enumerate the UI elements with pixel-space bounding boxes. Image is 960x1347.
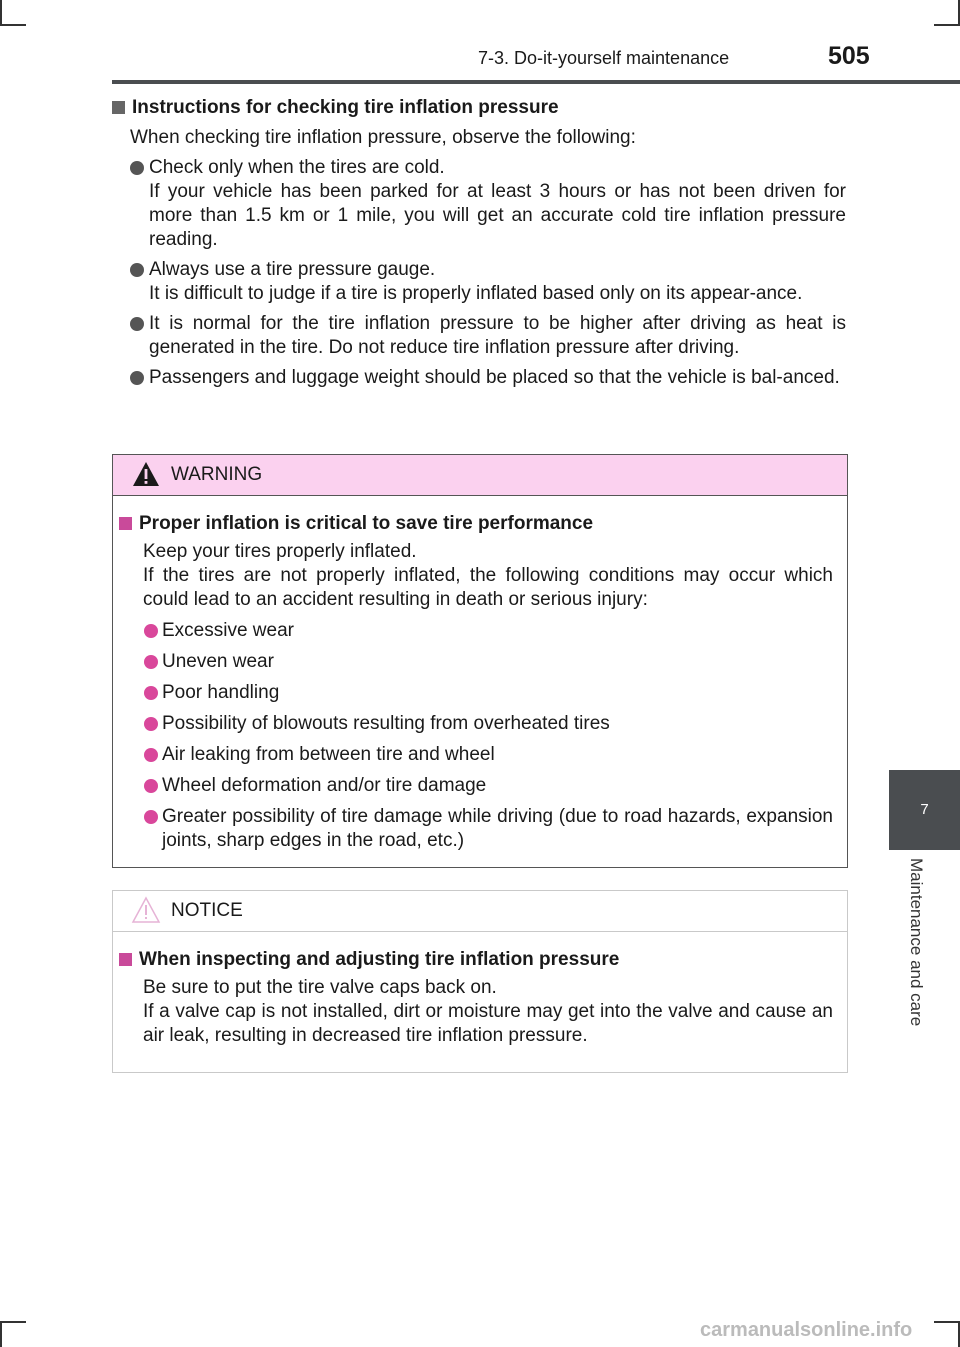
list-item: Check only when the tires are cold. If your vehicle has been parked for at least 3 hours or has not been driven for more than 1.5 km or 1 mile, you will get an accurate cold tire inflation pressure reading. [112,156,846,252]
list-item: Excessive wear [119,619,833,643]
list-item: Possibility of blowouts resulting from overheated tires [119,712,833,736]
warning-intro: Keep your tires properly inflated. If the tires are not properly inflated, the following conditions may occur which could lead to an accident resulting in death or serious injury: [143,541,833,610]
notice-header [113,891,847,932]
list-item: Uneven wear [119,650,833,674]
notice-title: NOTICE [171,900,243,921]
warning-heading: Proper inflation is critical to save tire performance [119,512,833,536]
bullet-dot-icon [130,317,144,331]
crop-mark [0,1321,26,1323]
list-item: Passengers and luggage weight should be placed so that the vehicle is bal-anced. [112,366,846,390]
watermark: carmanualsonline.info [700,1319,913,1341]
notice-box [112,890,848,1073]
bullet-dot-icon [144,717,158,731]
header-rule [112,80,960,84]
crop-mark [0,0,2,26]
warning-header [113,455,847,496]
list-item: It is normal for the tire inflation pressure to be higher after driving as heat is generated in the tire. Do not reduce tire inflation pressure after driving. [112,312,846,360]
warning-triangle-icon [131,460,161,488]
notice-heading: When inspecting and adjusting tire inflation pressure [119,948,833,972]
chapter-title: Maintenance and care [907,858,926,1027]
section-title: 7-3. Do-it-yourself maintenance [478,48,730,68]
bullet-dot-icon [144,779,158,793]
bullet-dot-icon [144,686,158,700]
list-item: Poor handling [119,681,833,705]
crop-mark [934,24,960,26]
chapter-tab: 7 [889,770,960,850]
caution-triangle-icon [131,896,161,924]
square-bullet-icon [119,953,132,966]
bullet-dot-icon [130,371,144,385]
bullet-dot-icon [130,263,144,277]
warning-box [112,454,848,868]
bullet-dot-icon [130,161,144,175]
bullet-dot-icon [144,748,158,762]
instructions-heading: Instructions for checking tire inflation pressure [112,96,846,120]
warning-title: WARNING [171,464,263,485]
bullet-dot-icon [144,624,158,638]
list-item: Always use a tire pressure gauge. It is difficult to judge if a tire is properly inflated based only on its appear-ance. [112,258,846,306]
crop-mark [0,1321,2,1347]
page-number: 505 [828,42,870,70]
square-bullet-icon [119,517,132,530]
bullet-dot-icon [144,655,158,669]
notice-intro: Be sure to put the tire valve caps back on. If a valve cap is not installed, dirt or moisture may get into the valve and cause an air leak, resulting in decreased tire inflation pressure. [143,977,833,1046]
instructions-section [112,96,846,390]
crop-mark [934,1321,960,1323]
crop-mark [0,24,26,26]
list-item: Wheel deformation and/or tire damage [119,774,833,798]
bullet-dot-icon [144,810,158,824]
square-bullet-icon [112,101,125,114]
list-item: Air leaking from between tire and wheel [119,743,833,767]
list-item: Greater possibility of tire damage while driving (due to road hazards, expansion joints, sharp edges in the road, etc.) [119,805,833,853]
instructions-intro: When checking tire inflation pressure, observe the following: [130,127,636,148]
